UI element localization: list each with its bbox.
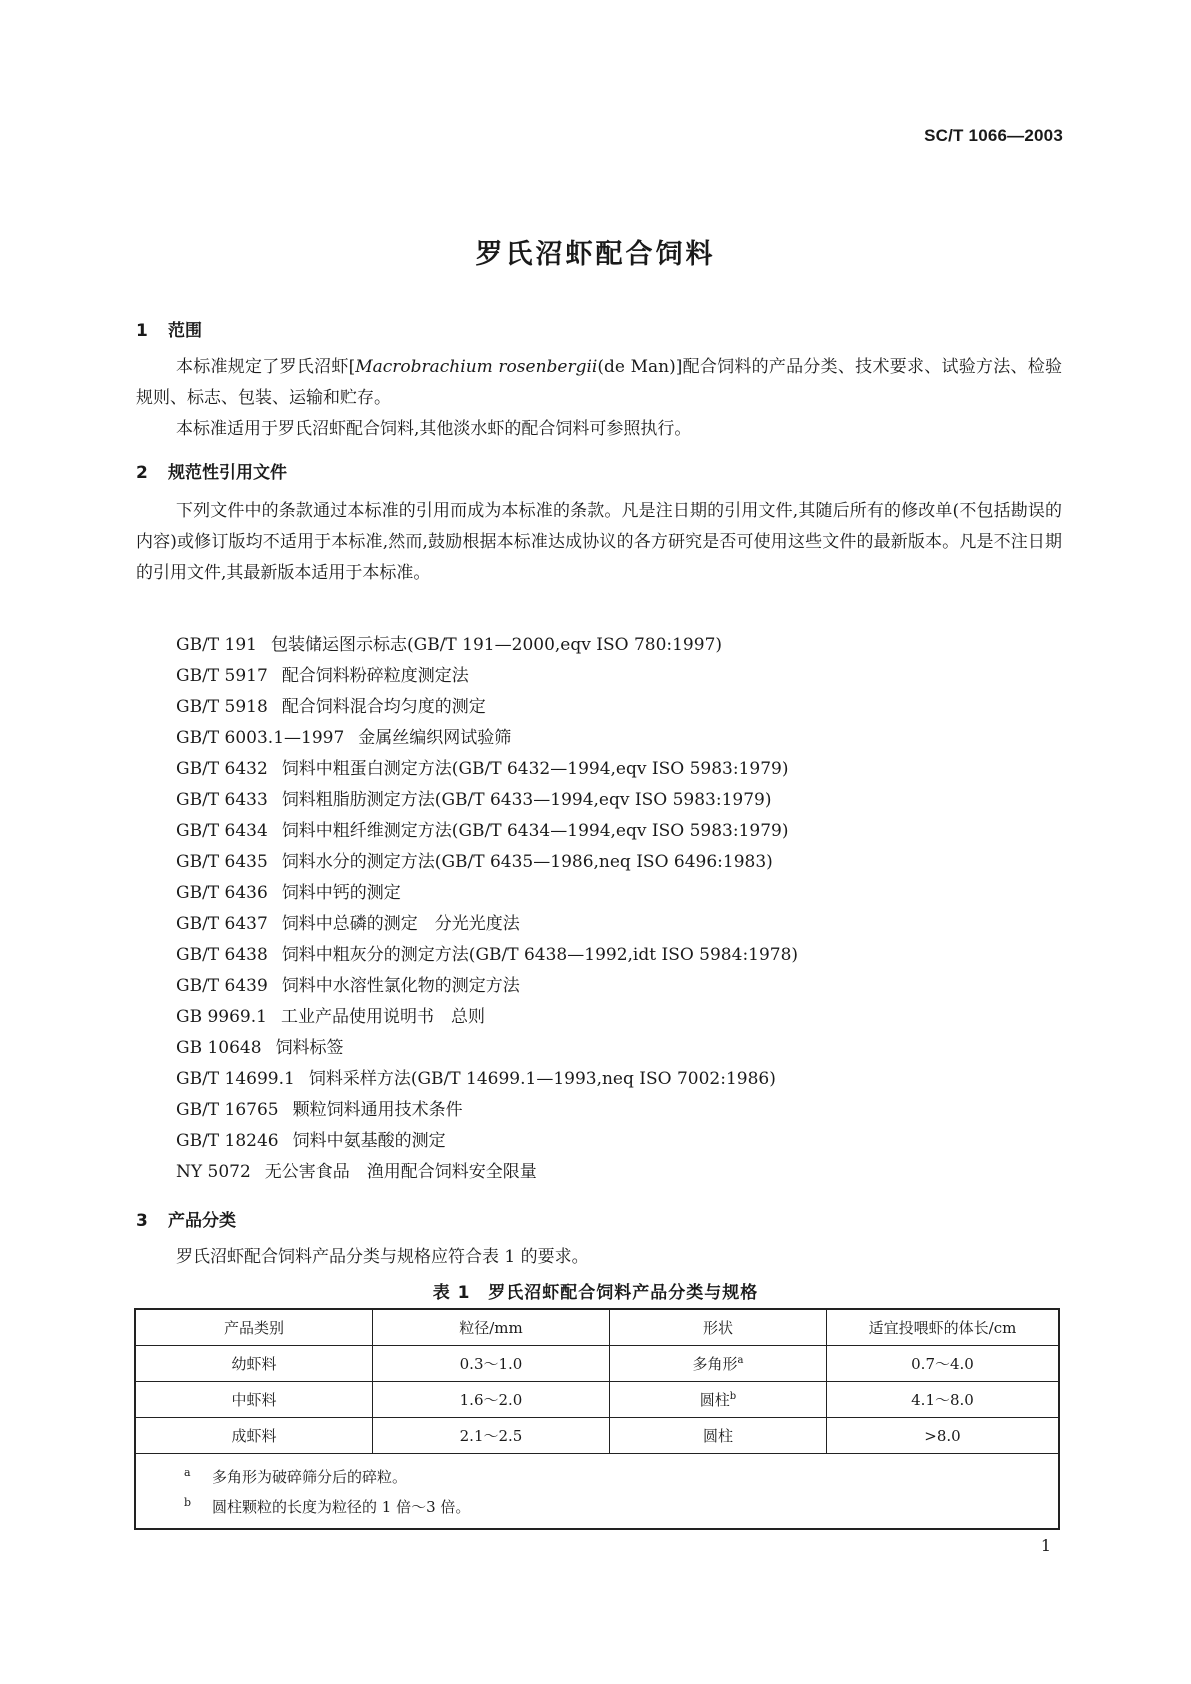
reference-title: 饲料中粗纤维测定方法(GB/T 6434—1994,eqv ISO 5983:1979)	[281, 821, 789, 841]
reference-code: GB/T 14699.1	[176, 1069, 295, 1089]
reference-code: GB/T 5917	[176, 666, 268, 686]
page-number: 1	[1040, 1536, 1051, 1555]
section-1-paragraph-2: 本标准适用于罗氏沼虾配合饲料,其他淡水虾的配合饲料可参照执行。	[176, 419, 692, 439]
table-cell	[610, 1346, 827, 1382]
reference-title: 包装储运图示标志(GB/T 191—2000,eqv ISO 780:1997)	[271, 635, 723, 655]
table-cell: 幼虾料	[135, 1346, 373, 1382]
table-cell: 2.1～2.5	[373, 1418, 610, 1454]
column-header: 产品类别	[135, 1309, 373, 1346]
reference-item	[176, 692, 798, 723]
reference-item	[176, 940, 798, 971]
section-2-paragraph-1: 下列文件中的条款通过本标准的引用而成为本标准的条款。凡是注日期的引用文件,其随后所有的修改单(不包括勘误的内容)或修订版均不适用于本标准,然而,鼓励根据本标准达成协议的各方研究是否可使用这些文件的最新版本。凡是不注日期的引用文件,其最新版本适用于本标准。	[136, 501, 1062, 583]
section-1-heading	[136, 316, 202, 341]
table-footnote-row	[135, 1454, 1059, 1530]
reference-code: GB/T 6438	[176, 945, 268, 965]
reference-item	[176, 878, 798, 909]
reference-code: GB/T 6434	[176, 821, 268, 841]
reference-item	[176, 661, 798, 692]
section-1-paragraph-1	[136, 352, 1062, 414]
column-header: 形状	[610, 1309, 827, 1346]
table-cell	[610, 1418, 827, 1454]
shape-text: 多角形	[692, 1355, 738, 1373]
reference-title: 饲料标签	[275, 1038, 344, 1058]
footnote	[136, 1462, 1058, 1492]
reference-title: 金属丝编织网试验筛	[358, 728, 512, 748]
section-title: 范围	[168, 321, 202, 341]
reference-item	[176, 1002, 798, 1033]
reference-item	[176, 1095, 798, 1126]
column-header: 适宜投喂虾的体长/cm	[827, 1309, 1060, 1346]
reference-code: GB/T 6432	[176, 759, 268, 779]
reference-title: 饲料中氨基酸的测定	[292, 1131, 446, 1151]
footnote-text: 圆柱颗粒的长度为粒径的 1 倍～3 倍。	[212, 1498, 471, 1516]
reference-code: GB/T 191	[176, 635, 257, 655]
reference-item	[176, 1157, 798, 1188]
footnote-mark: b	[184, 1496, 192, 1509]
table-cell: >8.0	[827, 1418, 1060, 1454]
reference-title: 工业产品使用说明书 总则	[280, 1007, 485, 1027]
text-run: (de Man)]配合饲料的产品分类、技术要求、试验方法、检验规则、标志、包装、运输和贮存。	[136, 357, 1063, 408]
reference-item	[176, 723, 798, 754]
reference-item	[176, 816, 798, 847]
reference-title: 饲料中粗灰分的测定方法(GB/T 6438—1992,idt ISO 5984:1978)	[281, 945, 799, 965]
footnote-text: 多角形为破碎筛分后的碎粒。	[212, 1468, 408, 1486]
standard-code: SC/T 1066—2003	[924, 126, 1063, 145]
reference-item	[176, 847, 798, 878]
reference-item	[176, 909, 798, 940]
reference-item	[176, 754, 798, 785]
text-run: 本标准规定了罗氏沼虾[	[176, 357, 356, 377]
footnote-ref: b	[729, 1391, 737, 1402]
table-title: 罗氏沼虾配合饲料产品分类与规格	[488, 1283, 759, 1303]
reference-code: GB/T 6435	[176, 852, 268, 872]
reference-code: GB/T 6439	[176, 976, 268, 996]
reference-item	[176, 630, 798, 661]
latin-species-name: Macrobrachium rosenbergii	[355, 357, 598, 377]
table-cell: 4.1～8.0	[827, 1382, 1060, 1418]
table-cell: 中虾料	[135, 1382, 373, 1418]
table-caption	[0, 1278, 1191, 1303]
reference-title: 饲料中粗蛋白测定方法(GB/T 6432—1994,eqv ISO 5983:1979)	[281, 759, 789, 779]
table-row	[135, 1346, 1059, 1382]
table-label: 表 1	[432, 1283, 471, 1303]
reference-item	[176, 971, 798, 1002]
reference-title: 配合饲料粉碎粒度测定法	[281, 666, 469, 686]
reference-title: 饲料中总磷的测定 分光光度法	[281, 914, 520, 934]
table-cell: 0.7～4.0	[827, 1346, 1060, 1382]
section-number: 2	[136, 463, 148, 483]
footnote-ref: a	[737, 1355, 744, 1366]
table-cell	[610, 1382, 827, 1418]
table-footnotes	[135, 1454, 1059, 1530]
reference-item	[176, 1064, 798, 1095]
section-number: 1	[136, 321, 148, 341]
reference-code: NY 5072	[176, 1162, 251, 1182]
table-cell: 1.6～2.0	[373, 1382, 610, 1418]
shape-text: 圆柱	[702, 1427, 733, 1445]
normative-reference-list	[176, 630, 798, 1188]
table-header-row	[135, 1309, 1059, 1346]
reference-title: 饲料水分的测定方法(GB/T 6435—1986,neq ISO 6496:1983)	[281, 852, 773, 872]
table-cell: 成虾料	[135, 1418, 373, 1454]
reference-title: 颗粒饲料通用技术条件	[292, 1100, 463, 1120]
section-number: 3	[136, 1211, 148, 1231]
reference-item	[176, 1126, 798, 1157]
reference-code: GB/T 6436	[176, 883, 268, 903]
product-classification-table	[134, 1308, 1060, 1530]
reference-title: 饲料中钙的测定	[281, 883, 401, 903]
reference-code: GB/T 5918	[176, 697, 268, 717]
section-3-heading	[136, 1206, 236, 1231]
reference-code: GB/T 6003.1—1997	[176, 728, 345, 748]
reference-code: GB 10648	[176, 1038, 262, 1058]
reference-code: GB/T 6433	[176, 790, 268, 810]
section-2-heading	[136, 458, 287, 483]
section-3-paragraph-1: 罗氏沼虾配合饲料产品分类与规格应符合表 1 的要求。	[176, 1247, 589, 1267]
reference-code: GB 9969.1	[176, 1007, 267, 1027]
section-title: 规范性引用文件	[168, 463, 287, 483]
table-row	[135, 1382, 1059, 1418]
table-cell: 0.3～1.0	[373, 1346, 610, 1382]
reference-code: GB/T 16765	[176, 1100, 279, 1120]
table-row	[135, 1418, 1059, 1454]
document-title: 罗氏沼虾配合饲料	[475, 239, 716, 270]
reference-title: 配合饲料混合均匀度的测定	[281, 697, 486, 717]
footnote	[136, 1492, 1058, 1522]
reference-code: GB/T 6437	[176, 914, 268, 934]
reference-title: 饲料粗脂肪测定方法(GB/T 6433—1994,eqv ISO 5983:1979)	[281, 790, 772, 810]
reference-title: 无公害食品 渔用配合饲料安全限量	[264, 1162, 537, 1182]
reference-title: 饲料中水溶性氯化物的测定方法	[281, 976, 520, 996]
reference-item	[176, 785, 798, 816]
column-header: 粒径/mm	[373, 1309, 610, 1346]
reference-title: 饲料采样方法(GB/T 14699.1—1993,neq ISO 7002:1986)	[308, 1069, 776, 1089]
reference-code: GB/T 18246	[176, 1131, 279, 1151]
reference-item	[176, 1033, 798, 1064]
section-title: 产品分类	[168, 1211, 236, 1231]
footnote-mark: a	[184, 1466, 191, 1479]
shape-text: 圆柱	[699, 1391, 730, 1409]
